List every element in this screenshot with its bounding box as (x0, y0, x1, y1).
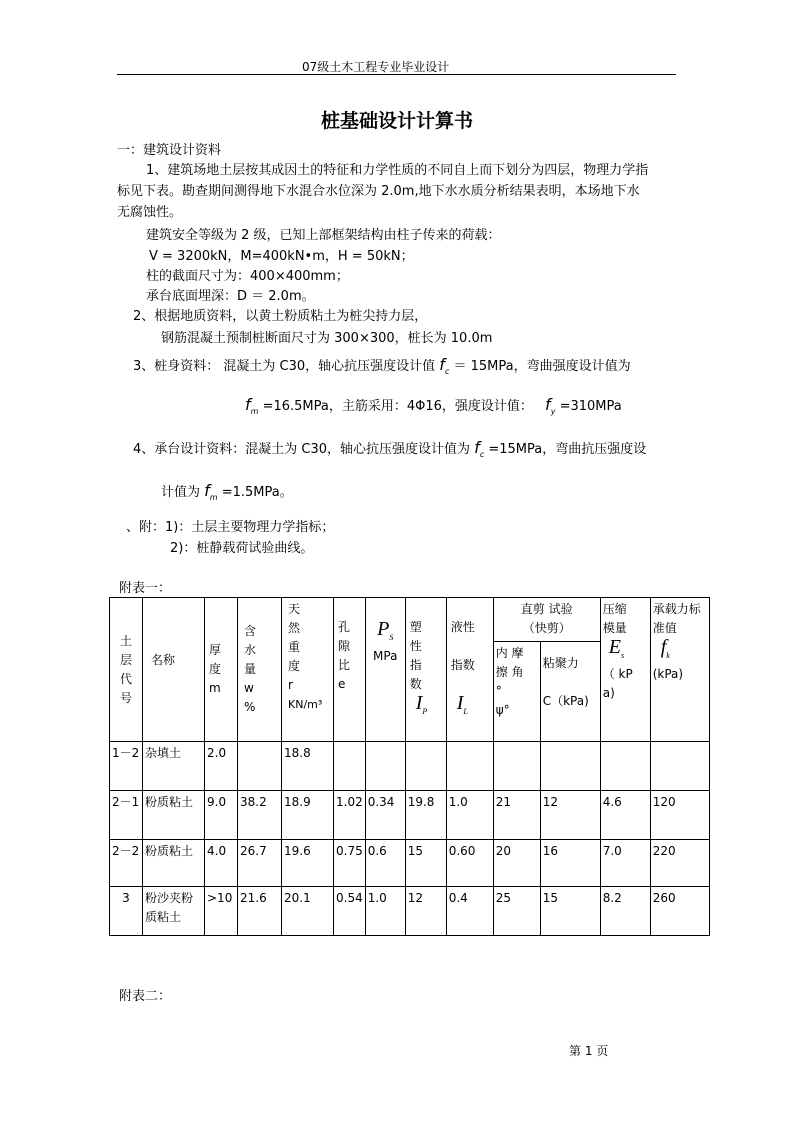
loads-line: V = 3200kN，M=400kN•m，H = 50kN； (149, 249, 414, 264)
depth-line: 承台底面埋深：D ＝ 2.0m。 (146, 289, 315, 304)
header-name: 名称 (143, 598, 205, 742)
page-number: 第 1 页 (569, 1044, 609, 1058)
header-thickness: 厚 度 m (205, 598, 238, 742)
table-cell: 1.02 (334, 791, 366, 840)
header-liquidity-index: 液性 指数 $I_L$ (446, 598, 493, 742)
fm-symbol: $f_m$ (245, 395, 259, 417)
item-3-text: 3、桩身资料： 混凝土为 C30，轴心抗压强度设计值 (133, 359, 436, 374)
item-4-text: =1.5MPa。 (221, 485, 293, 500)
table-row (110, 887, 710, 936)
table-cell: 19.8 (405, 791, 446, 840)
fk-symbol: $f_k$ (660, 636, 670, 660)
table-cell: 0.60 (446, 840, 493, 887)
paragraph-line: 1、建筑场地土层按其成因土的特征和力学性质的不同自上而下划分为四层，物理力学指 (146, 163, 649, 178)
header-friction-angle: 内 摩 擦 角 ° ψ° (493, 642, 540, 742)
fy-symbol: $f_y$ (545, 395, 556, 417)
table-cell: >10 (205, 887, 238, 936)
paragraph-line: 建筑安全等级为 2 级，已知上部框架结构由柱子传来的荷载： (146, 228, 501, 243)
header-layer-code: 土 层 代 号 (110, 598, 143, 742)
table-2-caption: 附表二： (119, 989, 172, 1004)
paragraph-line: 无腐蚀性。 (117, 205, 183, 220)
item-4-text: 计值为 (161, 485, 201, 500)
table-cell: 2.0 (205, 742, 238, 791)
table-cell: 0.34 (365, 791, 405, 840)
table-cell (334, 742, 366, 791)
table-cell: 26.7 (238, 840, 282, 887)
header-ps: $P_S$ MPa (365, 598, 405, 742)
table-cell: 15 (540, 887, 600, 936)
header-cohesion: 粘聚力 C（kPa) (540, 642, 600, 742)
table-cell (405, 742, 446, 791)
item-4-text: =15MPa，弯曲抗压强度设 (488, 442, 647, 457)
table-cell: 2－1 (110, 791, 143, 840)
table-cell: 0.75 (334, 840, 366, 887)
table-cell: 20.1 (282, 887, 334, 936)
fc-symbol: $f_c$ (439, 355, 450, 377)
table-cell: 8.2 (600, 887, 650, 936)
table-cell (600, 742, 650, 791)
table-cell: 120 (650, 791, 709, 840)
header-compression-modulus: 压缩模量 $E_s$ （ kP a) (600, 598, 650, 742)
table-cell: 2－2 (110, 840, 143, 887)
table-cell: 25 (493, 887, 540, 936)
item-2-line: 钢筋混凝土预制桩断面尺寸为 300×300，桩长为 10.0m (161, 331, 493, 346)
table-cell: 杂填土 (143, 742, 205, 791)
table-cell: 4.0 (205, 840, 238, 887)
header-water-content: 含 水 量 w % (238, 598, 282, 742)
header-direct-shear: 直剪 试验 （快剪） (493, 598, 600, 642)
table-cell: 19.6 (282, 840, 334, 887)
table-cell: 16 (540, 840, 600, 887)
soil-properties-table (109, 597, 710, 936)
table-cell: 21 (493, 791, 540, 840)
attachment-line: 、附：1)：土层主要物理力学指标； (126, 520, 335, 535)
fc-symbol: $f_c$ (474, 438, 485, 460)
table-cell: 9.0 (205, 791, 238, 840)
table-cell: 12 (405, 887, 446, 936)
item-3-line (245, 395, 622, 416)
section-heading: 一：建筑设计资料 (117, 143, 222, 158)
table-cell: 0.6 (365, 840, 405, 887)
item-3-line (133, 355, 631, 376)
table-cell: 260 (650, 887, 709, 936)
table-cell: 1－2 (110, 742, 143, 791)
header-plasticity-index: 塑 性 指 数 $I_P$ (405, 598, 446, 742)
table-row (110, 840, 710, 887)
table-cell: 4.6 (600, 791, 650, 840)
table-cell: 1.0 (446, 791, 493, 840)
table-cell: 粉质粘土 (143, 791, 205, 840)
item-3-text: =310MPa (559, 399, 622, 414)
table-1-caption: 附表一： (119, 581, 172, 596)
table-cell: 18.8 (282, 742, 334, 791)
header-void-ratio: 孔 隙 比 e (334, 598, 366, 742)
table-cell: 3 (110, 887, 143, 936)
table-cell (365, 742, 405, 791)
item-3-text: ＝ 15MPa，弯曲强度设计值为 (453, 359, 631, 374)
paragraph-line: 标见下表。勘查期间测得地下水混合水位深为 2.0m,地下水水质分析结果表明，本场地下水 (117, 184, 640, 199)
page-header: 07级土木工程专业毕业设计 (302, 60, 450, 74)
table-cell: 7.0 (600, 840, 650, 887)
table-cell: 18.9 (282, 791, 334, 840)
document-title: 桩基础设计计算书 (320, 110, 473, 132)
ip-symbol: $I_P$ (415, 692, 428, 716)
item-3-text: =16.5MPa，主筋采用：4Φ16，强度设计值： (262, 399, 533, 414)
table-cell: 0.54 (334, 887, 366, 936)
table-cell: 21.6 (238, 887, 282, 936)
table-cell: 1.0 (365, 887, 405, 936)
table-cell (540, 742, 600, 791)
table-row (110, 742, 710, 791)
table-cell: 粉沙夹粉质粘土 (143, 887, 205, 936)
header-bearing-capacity: 承载力标准值 $f_k$ (kPa) (650, 598, 709, 742)
table-cell (238, 742, 282, 791)
item-4-line (133, 438, 646, 459)
table-cell: 0.4 (446, 887, 493, 936)
attachment-line: 2)：桩静载荷试验曲线。 (170, 541, 314, 556)
table-cell: 粉质粘土 (143, 840, 205, 887)
table-cell: 20 (493, 840, 540, 887)
column-size-line: 柱的截面尺寸为：400×400mm； (146, 269, 349, 284)
table-cell: 12 (540, 791, 600, 840)
il-symbol: $I_L$ (456, 692, 468, 716)
item-4-text: 4、承台设计资料：混凝土为 C30，轴心抗压强度设计值为 (133, 442, 471, 457)
header-rule (117, 74, 676, 75)
ps-symbol: $P_S$ (377, 618, 394, 642)
header-unit-weight: 天 然 重 度 r KN/m³ (282, 598, 334, 742)
table-cell: 38.2 (238, 791, 282, 840)
fm-symbol: $f_m$ (204, 481, 218, 503)
es-symbol: $E_s$ (608, 636, 625, 660)
table-cell: 15 (405, 840, 446, 887)
table-cell (446, 742, 493, 791)
table-row (110, 791, 710, 840)
table-cell: 220 (650, 840, 709, 887)
item-4-line (161, 481, 293, 502)
table-cell (650, 742, 709, 791)
item-2-line: 2、根据地质资料，以黄土粉质粘土为桩尖持力层， (133, 309, 428, 324)
table-cell (493, 742, 540, 791)
